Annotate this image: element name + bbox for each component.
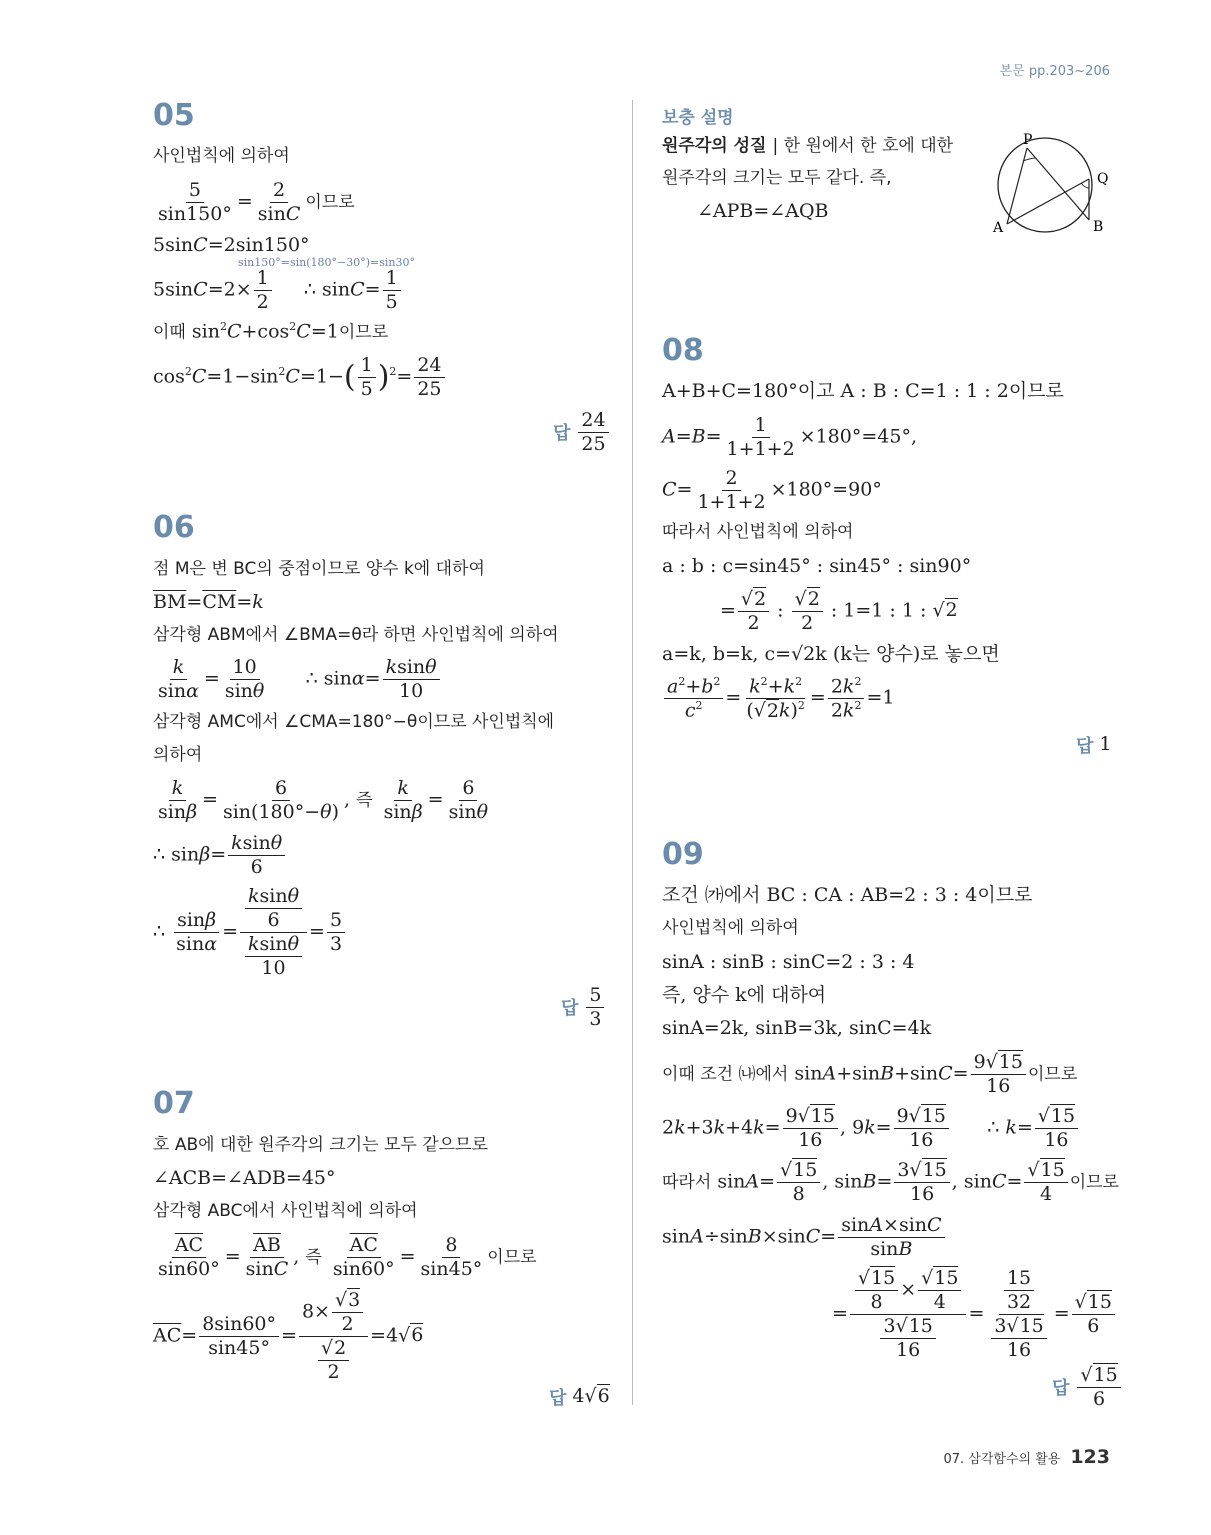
page-reference: 본문 pp.203~206: [999, 64, 1110, 79]
problem-number-06: 06: [153, 510, 195, 545]
p07-line-3: 삼각형 ABC에서 사인법칙에 의하여: [153, 1201, 418, 1221]
p07-equation-2: $\overline{AC}=$ $\frac{8\sin 60^\circ}{\sin 45^\circ}$ = 8× $\frac{√3}{2}$ $\frac{√2}{2}$ =4√6: [153, 1289, 424, 1383]
label-B: B: [1093, 219, 1104, 235]
p08-equation-3: = $\frac{√2}{2}$ : $\frac{√2}{2}$ : 1=1 : 1 : √2: [720, 588, 958, 634]
problem-number-07: 07: [153, 1086, 195, 1121]
p07-line-1: 호 AB에 대한 원주각의 크기는 모두 같으므로: [153, 1135, 488, 1155]
p08-line-5: a : b : c=sin45° : sin45° : sin90°: [662, 555, 972, 577]
page-number: 123: [1070, 1446, 1110, 1468]
p09-answer: 답 $\frac{√15}{6}$: [1052, 1365, 1123, 1410]
angle-mark-Q: [1081, 183, 1089, 188]
label-P: P: [1023, 132, 1033, 148]
supplement-line-1: 원주각의 성질 | 한 원에서 한 호에 대한: [662, 136, 954, 156]
p05-suffix: 이므로: [305, 192, 355, 213]
p08-answer: 답 1: [1076, 733, 1112, 757]
p09-line-5: sinA=2k, sinB=3k, sinC=4k: [662, 1017, 932, 1039]
problem-number-05: 05: [153, 98, 195, 133]
p06-line-5: 삼각형 AMC에서 ∠CMA=180°−θ이므로 사인법칙에: [153, 712, 555, 732]
supplement-title: 보충 설명: [662, 108, 734, 128]
p06-line-3: 삼각형 ABM에서 ∠BMA=θ라 하면 사인법칙에 의하여: [153, 625, 559, 645]
column-divider: [632, 100, 633, 1405]
problem-number-08: 08: [662, 333, 704, 368]
p09-equation-4: sinA÷sinB×sinC= $\frac{\sin A\times\sin C}{\sin B}$: [662, 1215, 947, 1260]
p09-line-2: 사인법칙에 의하여: [662, 918, 799, 938]
label-A: A: [993, 220, 1004, 236]
problem-number-09: 09: [662, 837, 704, 872]
p09-line-3: sinA : sinB : sinC=2 : 3 : 4: [662, 951, 915, 973]
p07-equation-1: $\frac{\overline{AC}}{\sin 60^\circ}$ = $\frac{\overline{AB}}{\sin C}$ , 즉 $\frac{\overline{AC}}{\sin 60^\circ}$ = $\frac{8}{\sin 45^\circ}$ 이므로: [158, 1234, 537, 1280]
p06-answer: 답 $\frac{5}{3}$: [561, 985, 606, 1030]
segment-AQ: [1007, 179, 1089, 224]
p05-intro: 사인법칙에 의하여: [153, 146, 290, 166]
label-Q: Q: [1097, 171, 1109, 187]
p08-equation-4: $\frac{a^2+b^2}{c^2}$ = $\frac{k^2+k^2}{(√2k)^2}$ = $\frac{2k^2}{2k^2}$ =1: [662, 676, 894, 721]
p09-equation-5: = $\frac{√15}{8}$ × $\frac{√15}{4}$ $\frac{3√15}{16}$ = $\frac{\frac{15}{32}}{\frac{3√15}{16}}$ = $\frac{√15}{6}$: [832, 1268, 1117, 1361]
p06-line-1: 점 M은 변 BC의 중점이므로 양수 k에 대하여: [153, 559, 485, 579]
p08-equation-2: C= $\frac{2}{1+1+2}$ ×180°=90°: [662, 467, 882, 513]
p09-equation-3: 따라서 sinA= $\frac{√15}{8}$ , sinB= $\frac{3√15}{16}$ , sinC= $\frac{√15}{4}$ 이므로: [662, 1159, 1119, 1205]
p05-equation-1: $\frac{5}{\sin 150^\circ}$ = $\frac{2}{\sin C}$ 이므로: [158, 179, 355, 225]
p09-line-1: 조건 ㈎에서 BC : CA : AB=2 : 3 : 4이므로: [662, 884, 1033, 906]
p09-equation-1: 이때 조건 ㈏에서 sinA+sinB+sinC= $\frac{9√15}{16}$ 이므로: [662, 1051, 1078, 1097]
inscribed-angle-figure: [985, 128, 1115, 238]
segment-AP: [1007, 148, 1027, 224]
p06-line-2: $\overline{BM}=\overline{CM}=k$: [153, 591, 264, 613]
p05-equation-4: 이때 $\sin^2C+\cos^2C=1$이므로: [153, 320, 389, 343]
p08-line-7: a=k, b=k, c=√2k (k는 양수)로 놓으면: [662, 643, 1000, 665]
p06-equation-3: ∴ sinβ= $\frac{ksin\theta}{6}$: [153, 833, 287, 878]
page-footer: [943, 1446, 1110, 1468]
p09-equation-2: 2k+3k+4k= $\frac{9√15}{16}$ , 9k= $\frac{9√15}{16}$ ∴ k= $\frac{√15}{16}$: [662, 1106, 1080, 1151]
p05-equation-3: 5sinC=2× $\frac{1}{2}$ ∴ sinC= $\frac{1}{5}$: [153, 268, 403, 313]
p08-equation-1: A=B= $\frac{1}{1+1+2}$ ×180°=45°,: [662, 414, 917, 460]
p07-line-2: ∠ACB=∠ADB=45°: [153, 1167, 336, 1189]
p05-answer: 답 $\frac{24}{25}$: [553, 410, 611, 455]
p05-equation-5: $\cos^2C=1-\sin^2C=1-$( $\frac{1}{5}$ )$^2$= $\frac{24}{25}$: [153, 355, 447, 400]
p09-line-4: 즉, 양수 k에 대하여: [662, 984, 827, 1006]
angle-mark-P: [1023, 158, 1036, 161]
p06-equation-1: $\frac{k}{\sin\alpha}$ = $\frac{10}{\sin\theta}$ ∴ sinα= $\frac{ksin\theta}{10}$: [153, 657, 442, 702]
p05-equation-2: 5sinC=2sin150°: [153, 234, 310, 256]
chapter-title: 07. 삼각함수의 활용: [943, 1452, 1061, 1467]
p06-equation-4: ∴ $\frac{\sin\beta}{\sin\alpha}$ = $\frac{\frac{ksin\theta}{6}}{\frac{ksin\theta}{10}}$ = $\frac{5}{3}$: [153, 886, 347, 979]
p05-note: sin150°=sin(180°−30°)=sin30°: [238, 256, 415, 269]
p07-answer: 답 4√6: [549, 1385, 610, 1409]
supplement-equation: ∠APB=∠AQB: [697, 200, 829, 222]
p08-line-1: A+B+C=180°이고 A : B : C=1 : 1 : 2이므로: [662, 380, 1064, 402]
p06-equation-2: $\frac{k}{\sin\beta}$ = $\frac{6}{\sin(180^\circ-\theta)}$ , 즉 $\frac{k}{\sin\beta}$ = $\frac{6}{\sin\theta}$: [158, 777, 489, 823]
p08-line-4: 따라서 사인법칙에 의하여: [662, 522, 854, 542]
supplement-line-2: 원주각의 크기는 모두 같다. 즉,: [662, 168, 892, 188]
p06-line-6: 의하여: [153, 745, 203, 765]
